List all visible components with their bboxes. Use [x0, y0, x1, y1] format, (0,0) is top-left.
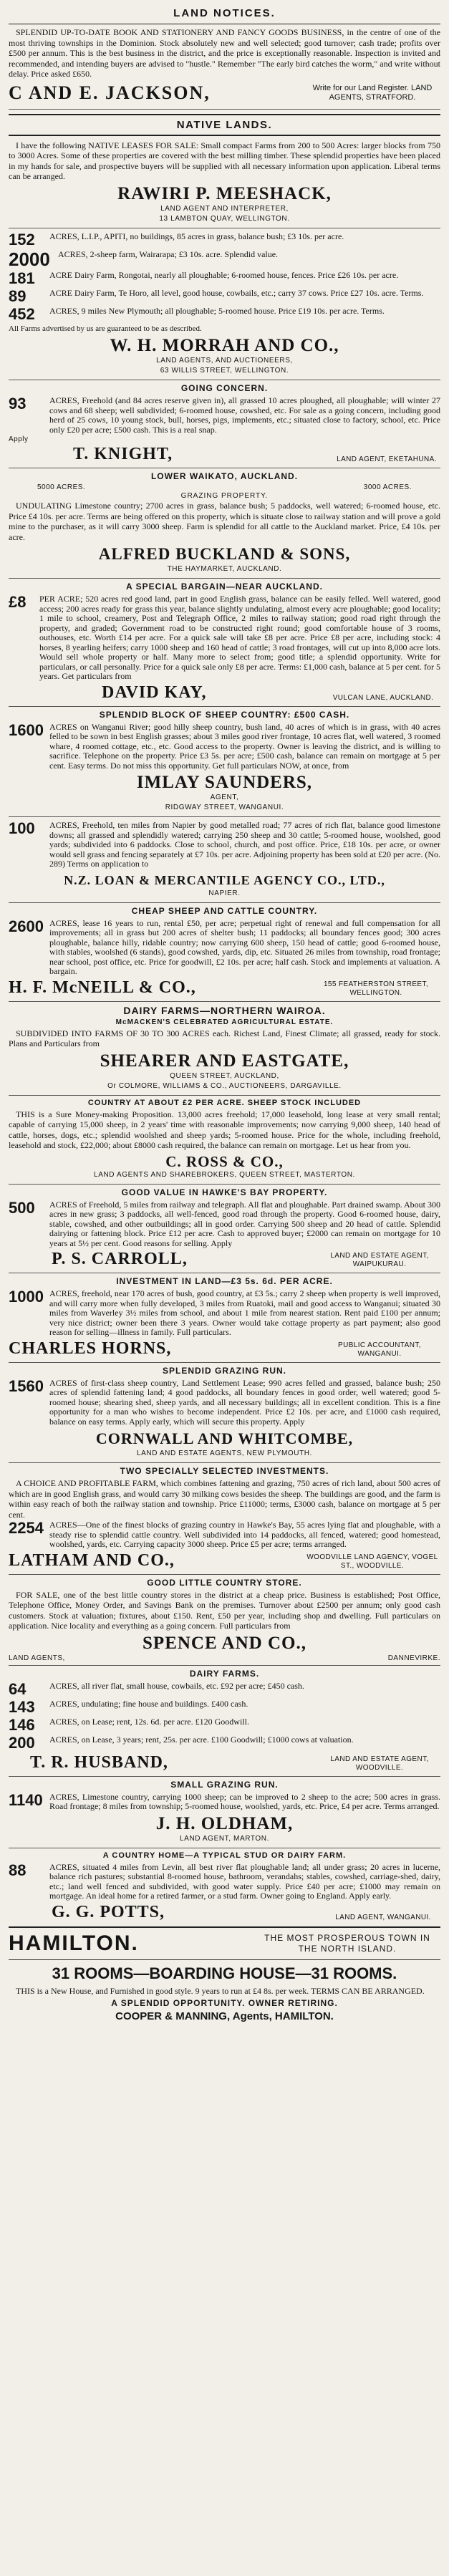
- advert-husband: [9, 1669, 440, 1777]
- advertiser-role: LAND AGENTS, AND AUCTIONEERS,: [156, 357, 293, 365]
- acreage: 143: [9, 1697, 35, 1716]
- advertiser-name: DAVID KAY,: [102, 682, 207, 702]
- listing-text: ACRE Dairy Farm, Rongotai, nearly all ploughable; 6-roomed house, fences. Price £26 10s. per acre.: [49, 269, 399, 280]
- listing-text: ACRES, situated 4 miles from Levin, all best river flat ploughable land; all under grass; 20 acres in lucerne, balance rich pastures; substantial 8-roomed house, bathroom, verandahs; stables, cowshed, carriage-shed, dairy, etc.; land well fenced and subdivided, with good water supply. Price £40 per acre; £1000 may remain on mortgage. An ideal home for a retired farmer, or a stud farm. Owner going to England. Apply early.: [49, 1861, 440, 1901]
- list-item: [9, 1735, 440, 1752]
- advert-shearer: [9, 1005, 440, 1096]
- listing-text: ACRES, Freehold (and 84 acres reserve given in), all grassed 10 acres ploughed, all ploughable; will winter 27 cows and 68 sheep; well subdivided; 6-roomed house, cowshed, etc. For sale as a going concern, including good herd of 25 cows, 10 young stock, bull, horses, pigs, implements, etc.; situated close to factory, school, etc. Price only £20 per acre; £500 cash. This is a real snap.: [49, 395, 440, 435]
- advert-heading: 31 ROOMS—BOARDING HOUSE—31 ROOMS.: [52, 1964, 397, 1982]
- acreage: 2000: [9, 248, 50, 270]
- advertiser-footer: [9, 1654, 440, 1662]
- advertiser-banner: [9, 1250, 440, 1269]
- advert-heading: SPLENDID BLOCK OF SHEEP COUNTRY: £500 CASH.: [99, 709, 350, 720]
- advert-heading: A COUNTRY HOME—A TYPICAL STUD OR DAIRY FARM.: [102, 1851, 347, 1860]
- advertiser-address: LAND AND ESTATE AGENTS, NEW PLYMOUTH.: [136, 1449, 312, 1457]
- advertiser-banner: [9, 1903, 440, 1922]
- hamilton-banner: [9, 1926, 440, 1960]
- advertiser-address: LAND AND ESTATE AGENT, WOODVILLE.: [330, 1755, 429, 1772]
- advert-jackson: [9, 27, 440, 110]
- advert-spence: [9, 1578, 440, 1666]
- advert-heading: SPLENDID GRAZING RUN.: [162, 1365, 286, 1376]
- acreage: 64: [9, 1679, 26, 1698]
- advertiser-banner: [9, 1753, 440, 1772]
- list-item: [9, 1792, 440, 1812]
- advertiser-name: C AND E. JACKSON,: [9, 82, 211, 103]
- listing-text: ACRES, all river flat, small house, cowbails, etc. £92 per acre; £450 cash.: [49, 1680, 304, 1691]
- advert-morrah: [9, 231, 440, 381]
- advert-body: SPLENDID UP-TO-DATE BOOK AND STATIONERY AND FANCY GOODS BUSINESS, in the centre of one of the most thriving townships in the Dominion. Stock absolutely new and well selected; good turnover; cash trade; profits over £500 per annum. This is the best business in the district, and the price is exceptionally reasonable. Inspection is invited and recommended, and intending buyers are advised to "hustle." Remember "The early bird catches the worm," and write without delay. Price asked £650.: [9, 27, 440, 79]
- acreage: 1560: [9, 1376, 44, 1395]
- advertiser-name: C. ROSS & CO.,: [165, 1152, 284, 1170]
- advert-cornwall: [9, 1366, 440, 1464]
- listing-text: ACRES, Freehold, ten miles from Napier by good metalled road; 77 acres of rich flat, balance good limestone downs; all grassed and splendidly watered; carrying 250 sheep and 30 cattle; 5-roomed house, woolshed, good yards; subdivided into 6 paddocks. Close to school, church, and post office. Price, £18 10s. per acre, or owner would sell grass and fencing separately at £7 10s. per acre. Adjoining property has been sold at £20 per acre. (No. 289) Terms on application to: [49, 820, 440, 869]
- acreage: 88: [9, 1861, 26, 1879]
- advertiser-role: LAND AGENT AND INTERPRETER,: [160, 204, 289, 213]
- advertiser-name: CORNWALL AND WHITCOMBE,: [95, 1429, 354, 1447]
- advert-potts: [9, 1851, 440, 1922]
- advert-carroll: [9, 1187, 440, 1274]
- advertiser-name: LATHAM AND CO.,: [9, 1550, 175, 1570]
- advert-heading: GOING CONCERN.: [180, 383, 269, 393]
- advertiser-name: W. H. MORRAH AND CO.,: [110, 336, 339, 355]
- acreage: 181: [9, 269, 35, 287]
- advertiser-address: 13 LAMBTON QUAY, WELLINGTON.: [159, 214, 290, 223]
- acreage-row: [9, 483, 440, 491]
- acreage: 152: [9, 230, 35, 249]
- list-item: [9, 1200, 440, 1249]
- advertiser-address: NAPIER.: [208, 889, 241, 897]
- list-item: [9, 1288, 440, 1338]
- list-item: [9, 288, 440, 305]
- advertiser-name: CHARLES HORNS,: [9, 1338, 172, 1358]
- list-item: [9, 1699, 440, 1716]
- list-item: [9, 1378, 440, 1427]
- list-item: [9, 594, 440, 682]
- advertiser-banner: [9, 82, 440, 104]
- advert-heading: DAIRY FARMS.: [189, 1668, 260, 1679]
- advert-body: I have the following NATIVE LEASES FOR SALE: Small compact Farms from 200 to 500 Acres: larger blocks from 750 to 3000 Acres. Some of these properties are covered with the best milling timber. These splendid properties have been placed in my hands for sale, and prospective buyers will be supplied with all necessary information upon application. Liberal terms can be arranged.: [9, 140, 440, 181]
- listing-text: ACRES, Limestone country, carrying 1000 sheep; can be improved to 2 sheep to the acre; 500 acres in grass. Road frontage; 8 miles from township; 5-roomed house, woolshed, yards, etc. Price, £4 per acre. Terms arranged.: [49, 1791, 440, 1811]
- apply-label: Apply: [9, 435, 29, 443]
- advert-body: FOR SALE, one of the best little country stores in the district at a cheap price. Business is established; Post Office, Telephone Office, Money Order, and Savings Bank on the premises. Turnover about £2500 per annum; only good cash customers. Stock at valuation; fixtures, about £150. Rent, £50 per year, including shop and dwelling. Full particulars on application. Nice locality and everything as a going concern. Full particulars from: [9, 1589, 440, 1631]
- listing-text: ACRES, on Lease; rent, 12s. 6d. per acre. £120 Goodwill.: [49, 1716, 249, 1727]
- advert-knight: [9, 383, 440, 468]
- list-item: [9, 270, 440, 287]
- listing-text: ACRES on Wanganui River; good hilly sheep country, bush land, 40 acres of which is in grass, with 40 acres felled to be sown in best English grasses; about 3 miles good river frontage, 10 acres flat, well watered, 3 roomed whare, 4 roomed cottage, etc., etc. Good access to the property. Owner is leaving the district, and is willing to sacrifice. Telephone on the property. Price £3 5s. per acre; £500 cash, balance can remain on mortgage at 5 per cent. Easy terms. Do not miss this opportunity. Get full particulars NOW, at once, from: [49, 721, 440, 771]
- listing-text: ACRES—One of the finest blocks of grazing country in Hawke's Bay, 55 acres lying flat and ploughable, with a steady rise to splendid cattle country. Well subdivided into 14 paddocks, all fenced, watered; good homestead, woolshed, yards, etc. Carrying capacity 3000 sheep. Price £5 per acre; terms arranged.: [49, 1520, 440, 1549]
- advert-heading: CHEAP SHEEP AND CATTLE COUNTRY.: [131, 905, 318, 916]
- listing-text: ACRE Dairy Farm, Te Horo, all level, good house, cowbails, etc.; carry 37 cows. Price £27 10s. acre. Terms.: [49, 287, 424, 298]
- advertiser-name: J. H. OLDHAM,: [155, 1813, 294, 1833]
- advertiser-name: T. KNIGHT,: [73, 445, 173, 463]
- advertiser-address: LAND AGENT, WANGANUI.: [335, 1913, 431, 1921]
- acreage: 2600: [9, 917, 44, 935]
- advert-saunders: [9, 710, 440, 818]
- advert-body: A CHOICE AND PROFITABLE FARM, which combines fattening and grazing, 750 acres of rich land, about 500 acres of which are in good English grass, and would carry 30 milking cows besides the sheep. The buildings are good, and the farm is within easy reach of both the railway station and township. Price £11000; terms, £3000 cash, balance on mortgage at 5 per cent.: [9, 1478, 440, 1520]
- town-name: HAMILTON.: [9, 1931, 139, 1955]
- advert-ross: [9, 1099, 440, 1185]
- listing-text: PER ACRE; 520 acres red good land, part in good English grass, balance can be easily felled. Well watered, good access; 200 acres ready for grass this year, balance slightly undulating, almost every acre ploughable; good locality; 1 mile to school, creamery, Post and Telegraph Office, 2 miles to railway station; good road right through the property, and graded; Government road to be constructed right round; good comfortable house of 3 rooms, outhouses, etc. Worth £14 per acre. For a quick sale will take £8 per acre. Price £8 per acre, including stock: 4 horses, 8 yearling heifers; carry 1000 sheep and 160 head of cattle; 3 road frontages, will cut up into 8,000 acre lots. Would sell whole property or half. Many more to select from; good title; a splendid opportunity. Write for particulars, or call personally. Price for a quick sale only £8 per acre. Terms: £1,000 cash, balance at 5 per cent. for 5 years. Get particulars from: [39, 594, 440, 681]
- advertiser-banner: [9, 445, 440, 464]
- advert-body: SUBDIVIDED INTO FARMS OF 30 TO 300 ACRES each. Richest Land, Finest Climate; all grassed, ready for stock. Plans and Particulars from: [9, 1028, 440, 1048]
- acreage: 500: [9, 1198, 35, 1217]
- list-item: [9, 820, 440, 869]
- list-item: [9, 918, 440, 977]
- acreage-right: 3000 ACRES.: [363, 483, 412, 491]
- advertiser-address: LAND AND ESTATE AGENT, WAIPUKURAU.: [330, 1252, 429, 1268]
- list-item: [9, 249, 440, 269]
- advert-latham: [9, 1466, 440, 1575]
- listing-text: ACRES, freehold, near 170 acres of bush, good country, at £3 5s.; carry 2 sheep when property is well improved, and will carry more when fully developed, 3 miles from Ruatoki, mail and good access to Wanganui; situated 30 miles from Waverley 3½ miles from school, and about 1 mile from nearest station. Rent paid £100 per annum; very nice district; owner been there 3 years. Owner would take cottage property as part payment; also good reason for selling—illness in family. Full particulars.: [49, 1288, 440, 1337]
- advert-heading: GOOD LITTLE COUNTRY STORE.: [147, 1577, 302, 1588]
- advert-heading: TWO SPECIALLY SELECTED INVESTMENTS.: [120, 1466, 329, 1476]
- advert-meeshack: [9, 140, 440, 228]
- acreage: 200: [9, 1733, 35, 1752]
- advertiser-name: N.Z. LOAN & MERCANTILE AGENCY CO., LTD.,: [64, 872, 385, 887]
- advert-subheading: GRAZING PROPERTY.: [180, 492, 269, 500]
- advert-note: All Farms advertised by us are guaranteed to be as described.: [9, 324, 202, 333]
- advert-oldham: [9, 1780, 440, 1848]
- advertiser-role: LAND AGENTS,: [9, 1654, 65, 1662]
- advertiser-role: AGENT,: [210, 793, 239, 801]
- advertiser-address: WOODVILLE LAND AGENCY, VOGEL ST., WOODVILLE.: [306, 1553, 438, 1570]
- listing-text: ACRES, 2-sheep farm, Wairarapa; £3 10s. acre. Splendid value.: [58, 249, 279, 259]
- advert-heading: GOOD VALUE IN HAWKE'S BAY PROPERTY.: [121, 1187, 328, 1197]
- advertiser-address: THE HAYMARKET, AUCKLAND.: [167, 565, 282, 573]
- list-item: [9, 1717, 440, 1734]
- advertiser-address: Or COLMORE, WILLIAMS & CO., AUCTIONEERS, DARGAVILLE.: [107, 1081, 342, 1090]
- listing-text: ACRES of first-class sheep country, Land Settlement Lease; 990 acres felled and grassed, balance bush; 250 acres of splendid fattening land; 4 good paddocks, all boundary fences in good order, well watered; good 5-roomed house; shearing shed, sheep yards, and all necessary buildings; all in excellent condition. This is a fine opportunity for a man who wishes to become independent. Price £2 10s. per acre, and £1000 cash required, balance on easy terms. Apply early, which will secure this property. Apply: [49, 1377, 440, 1427]
- advertiser-name: H. F. McNEILL & CO.,: [9, 978, 196, 997]
- advertiser-banner: [9, 1339, 440, 1359]
- advertiser-banner: [9, 1551, 440, 1571]
- advertiser-address: LAND AGENTS AND SHAREBROKERS, QUEEN STREET, MASTERTON.: [94, 1170, 355, 1179]
- advert-horns: [9, 1276, 440, 1363]
- acreage: 452: [9, 304, 35, 323]
- advert-heading: COUNTRY AT ABOUT £2 PER ACRE. SHEEP STOCK INCLUDED: [87, 1098, 362, 1107]
- acreage: 89: [9, 286, 26, 305]
- list-item: [9, 231, 440, 249]
- advertiser-name: SHEARER AND EASTGATE,: [100, 1051, 349, 1071]
- list-item: [9, 1862, 440, 1901]
- advert-body: THIS is a New House, and Furnished in good style. 9 years to run at £4 8s. per week. TERMS CAN BE ARRANGED.: [16, 1985, 425, 1996]
- advertiser-name: T. R. HUSBAND,: [30, 1752, 168, 1772]
- advert-nz-loan: [9, 820, 440, 903]
- advertiser-address: LAND AGENT, MARTON.: [180, 1834, 269, 1843]
- listing-text: ACRES, L.I.P., APITI, no buildings, 85 acres in grass, balance bush; £3 10s. per acre.: [49, 231, 344, 241]
- acreage: 1600: [9, 720, 44, 739]
- town-tagline: THE MOST PROSPEROUS TOWN IN THE NORTH ISLAND.: [264, 1932, 430, 1954]
- advertiser-address: VULCAN LANE, AUCKLAND.: [332, 693, 434, 702]
- advertiser-name: IMLAY SAUNDERS,: [136, 773, 313, 792]
- list-item: [9, 722, 440, 771]
- advertiser-name: P. S. CARROLL,: [52, 1250, 188, 1268]
- list-item: [9, 1520, 440, 1550]
- advertiser-address: QUEEN STREET, AUCKLAND,: [170, 1071, 279, 1080]
- acreage-left: 5000 ACRES.: [37, 483, 86, 491]
- advertiser-address: 63 WILLIS STREET, WELLINGTON.: [160, 367, 289, 375]
- advertiser-name: SPENCE AND CO.,: [143, 1633, 306, 1653]
- advertiser-address: Write for our Land Register. LAND AGENTS, STRATFORD.: [312, 83, 433, 102]
- advert-body: THIS is a Sure Money-making Proposition. 13,000 acres freehold; 17,000 leasehold, long lease at very small rental; capable of carrying 15,000 sheep, in 2 years' time with reasonable improvements; now carrying 9,000 sheep, 140 head of cattle, horses, dogs, etc.; splendid woolshed and sheep yards; 5-roomed house. Price for the whole, including freehold, leasehold and stock, £22,000; about £8000 cash required, the balance can remain on mortgage. Let us hear from you.: [9, 1109, 440, 1150]
- advert-heading: INVESTMENT IN LAND—£3 5s. 6d. PER ACRE.: [116, 1276, 333, 1286]
- advert-kay: [9, 582, 440, 707]
- listing-text: ACRES, undulating; fine house and buildings. £400 cash.: [49, 1698, 248, 1709]
- listing-text: ACRES, on Lease, 3 years; rent, 25s. per acre. £100 Goodwill; £1000 cows at valuation.: [49, 1734, 354, 1745]
- advertiser-town: DANNEVIRKE.: [387, 1654, 440, 1662]
- list-item: [9, 1681, 440, 1698]
- advertiser-address: LAND AGENT, EKETAHUNA.: [337, 455, 437, 463]
- advertiser-name: G. G. POTTS,: [52, 1902, 165, 1921]
- listing-text: ACRES, 9 miles New Plymouth; all ploughable; 5-roomed house. Price £19 10s. per acre. Terms.: [49, 305, 385, 316]
- page-title: LAND NOTICES.: [173, 7, 276, 19]
- advert-mcneill: [9, 906, 440, 1002]
- listing-text: ACRES of Freehold, 5 miles from railway and telegraph. All flat and ploughable. Part drained swamp. About 300 acres in new grass; 3 paddocks, all well-fenced, good road through the property. Good 6-roomed house, dairy, stable, cowshed, and other outbuildings; all in good order. Carrying 500 sheep and 20 head of cattle. Splendid dairying or fattening block. Price £12 per acre. Cash to approved buyer; £2000 can remain on mortgage for 10 years at 5½ per cent. Good reasons for selling. Apply: [49, 1199, 440, 1248]
- advertiser-address: 155 FEATHERSTON STREET, WELLINGTON.: [323, 980, 429, 997]
- acreage: 2254: [9, 1519, 44, 1537]
- advertiser-name: COOPER & MANNING, Agents, HAMILTON.: [115, 2010, 334, 2022]
- advert-subheading: McMACKEN'S CELEBRATED AGRICULTURAL ESTATE.: [115, 1018, 334, 1026]
- section-heading: NATIVE LANDS.: [9, 114, 440, 136]
- acreage: 1000: [9, 1288, 44, 1306]
- advert-buckland: [9, 471, 440, 579]
- list-item: [9, 306, 440, 323]
- advert-heading: A SPECIAL BARGAIN—NEAR AUCKLAND.: [126, 582, 323, 592]
- advertiser-name: ALFRED BUCKLAND & SONS,: [98, 545, 351, 563]
- advertiser-name: RAWIRI P. MEESHACK,: [117, 183, 332, 203]
- advert-subheading: A SPLENDID OPPORTUNITY. OWNER RETIRING.: [111, 1998, 338, 2008]
- price: £8: [9, 593, 26, 611]
- acreage: 93: [9, 395, 26, 413]
- acreage: 1140: [9, 1790, 43, 1809]
- advertiser-address: PUBLIC ACCOUNTANT, WANGANUI.: [338, 1341, 421, 1358]
- advertiser-banner: [9, 683, 440, 703]
- advert-heading: SMALL GRAZING RUN.: [170, 1779, 279, 1790]
- advert-body: UNDULATING Limestone country; 2700 acres in grass, balance bush; 5 paddocks, well watered; 6-roomed house, etc. Price £4 10s. per acre. Terms are being offered on this property, which is situate close to railway station and will prove a gold mine to the purchaser, as it will carry 3000 sheep. Farm is splendid for all cattle to the Auckland market. Price, £4 10s. per acre.: [9, 501, 440, 542]
- advert-heading: DAIRY FARMS—NORTHERN WAIROA.: [123, 1004, 326, 1016]
- listing-text: ACRES, lease 16 years to run, rental £50, per acre; perpetual right of renewal and full compensation for all improvements; all in grass but 200 acres of shelter bush; 11 paddocks; all boundary fences good; 300 acres ploughable, balance hilly, ridable country; now carrying 600 sheep, 150 head of cattle; good 6-roomed house, with stables, woolshed (6 stands), good cowshed, yards, dip, etc. Situated 26 miles from township, road frontage; near school, post office, etc. Price for goodwill, £2 10s. per acre; half cash. Stock and implements at valuation. A bargain.: [49, 917, 440, 976]
- advertiser-address: RIDGWAY STREET, WANGANUI.: [165, 804, 284, 811]
- list-item: [9, 395, 440, 435]
- advert-heading: LOWER WAIKATO, AUCKLAND.: [150, 471, 299, 481]
- acreage: 146: [9, 1715, 35, 1734]
- acreage: 100: [9, 819, 35, 837]
- advertiser-banner: [9, 978, 440, 998]
